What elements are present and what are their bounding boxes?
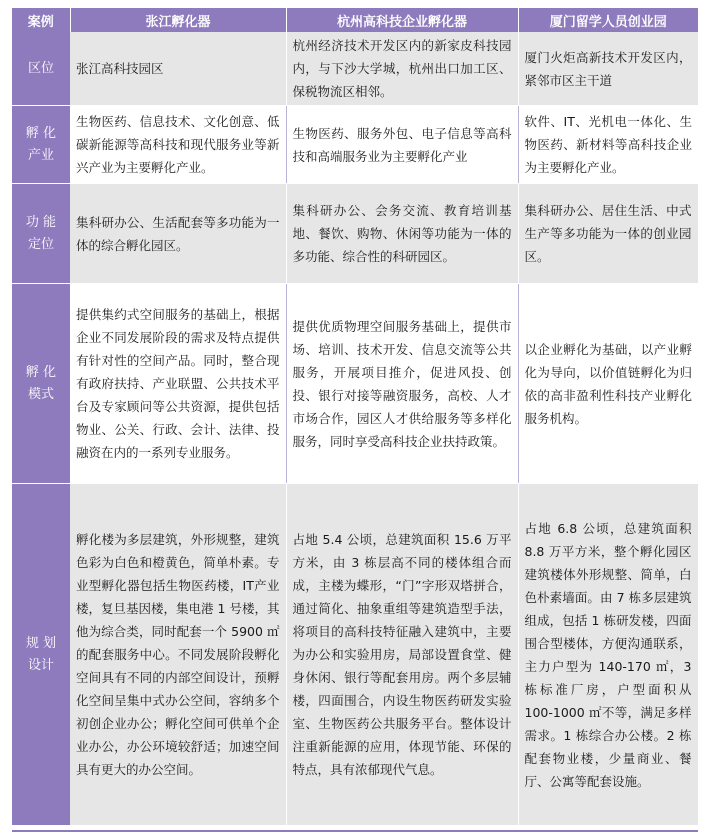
cell-xiamen: 以企业孵化为基础，以产业孵化为导向，以价值链孵化为归依的高非盈利性科技产业孵化服务机构。 bbox=[518, 284, 698, 484]
row-label: 规 划 设计 bbox=[12, 484, 70, 826]
cell-xiamen: 软件、IT、光机电一体化、生物医药、新材料等高科技企业为主要孵化产业。 bbox=[518, 106, 698, 184]
row-location bbox=[12, 32, 698, 106]
cell-zhangjiang: 孵化楼为多层建筑，外形规整，建筑色彩为白色和橙黄色，简单朴素。专业型孵化器包括生物医药楼，IT产业楼，复旦基因楼，集电港 1 号楼，其他为综合类，同时配套一个 5900 ㎡的配套服务中心。不同发展阶段孵化空间具有不同的内部空间设计，预孵化空间呈集中式办公空间，容纳多个初创企业办公；孵化空间可供单个企业办公，办公环境较舒适；加速空间具有更大的办公空间。 bbox=[70, 484, 286, 826]
table-bottom-border bbox=[12, 830, 698, 832]
cell-zhangjiang: 提供集约式空间服务的基础上，根据企业不同发展阶段的需求及特点提供有针对性的空间产品。同时，整合现有政府扶持、产业联盟、公共技术平台及专家顾问等公共资源，提供包括物业、公关、行政、会计、法律、投融资在内的一系列专业服务。 bbox=[70, 284, 286, 484]
row-label: 孵 化 产业 bbox=[12, 106, 70, 184]
header-row bbox=[12, 8, 698, 32]
row-function bbox=[12, 184, 698, 284]
cell-hangzhou: 提供优质物理空间服务基础上，提供市场、培训、技术开发、信息交流等公共服务，开展项目推介，促进风投、创投、银行对接等融资服务，高校、人才市场合作，园区人才供给服务等多样化服务，同时享受高科技企业扶持政策。 bbox=[286, 284, 518, 484]
row-industry bbox=[12, 106, 698, 184]
cell-xiamen: 集科研办公、居住生活、中式生产等多功能为一体的创业园区。 bbox=[518, 184, 698, 284]
row-mode bbox=[12, 284, 698, 484]
row-design bbox=[12, 484, 698, 826]
cell-xiamen: 厦门火炬高新技术开发区内，紧邻市区主干道 bbox=[518, 32, 698, 106]
cell-hangzhou: 集科研办公、会务交流、教育培训基地、餐饮、购物、休闲等功能为一体的多功能、综合性的科研园区。 bbox=[286, 184, 518, 284]
cell-xiamen: 占地 6.8 公顷，总建筑面积 8.8 万平方米，整个孵化园区建筑楼体外形规整、简单，白色朴素墙面。由 7 栋多层建筑组成，包括 1 栋研发楼，四面围合型楼体，方便沟通联系，主力户型为 140-170 ㎡，3 栋标准厂房，户型面积从 100-1000 ㎡不等，满足多样需求。1 栋综合办公楼。2 栋配套物业楼，少量商业、餐厅、公寓等配套设施。 bbox=[518, 484, 698, 826]
row-label: 区位 bbox=[12, 32, 70, 106]
cell-hangzhou: 杭州经济技术开发区内的新家皮科技园内，与下沙大学城，杭州出口加工区、保税物流区相邻。 bbox=[286, 32, 518, 106]
header-hangzhou: 杭州高科技企业孵化器 bbox=[286, 8, 518, 32]
cell-hangzhou: 占地 5.4 公顷，总建筑面积 15.6 万平方米，由 3 栋层高不同的楼体组合而成，主楼为蝶形，“门”字形双塔拼合，通过简化、抽象重组等建筑造型手法，将项目的高科技特征融入建筑中，主要为办公和实验用房，局部设置食堂、健身休闲、银行等配套用房。两个多层辅楼，四面围合，内设生物医药研发实验室、生物医药公共服务平台。整体设计注重新能源的应用，体现节能、环保的特点，具有浓郁现代气息。 bbox=[286, 484, 518, 826]
cell-hangzhou: 生物医药、服务外包、电子信息等高科技和高端服务业为主要孵化产业 bbox=[286, 106, 518, 184]
cell-zhangjiang: 集科研办公、生活配套等多功能为一体的综合孵化园区。 bbox=[70, 184, 286, 284]
row-label: 功 能 定位 bbox=[12, 184, 70, 284]
cell-zhangjiang: 张江高科技园区 bbox=[70, 32, 286, 106]
header-xiamen: 厦门留学人员创业园 bbox=[518, 8, 698, 32]
header-zhangjiang: 张江孵化器 bbox=[70, 8, 286, 32]
header-case: 案例 bbox=[12, 8, 70, 32]
row-label: 孵 化 模式 bbox=[12, 284, 70, 484]
cell-zhangjiang: 生物医药、信息技术、文化创意、低碳新能源等高科技和现代服务业等新兴产业为主要孵化产业。 bbox=[70, 106, 286, 184]
comparison-table bbox=[12, 8, 699, 826]
